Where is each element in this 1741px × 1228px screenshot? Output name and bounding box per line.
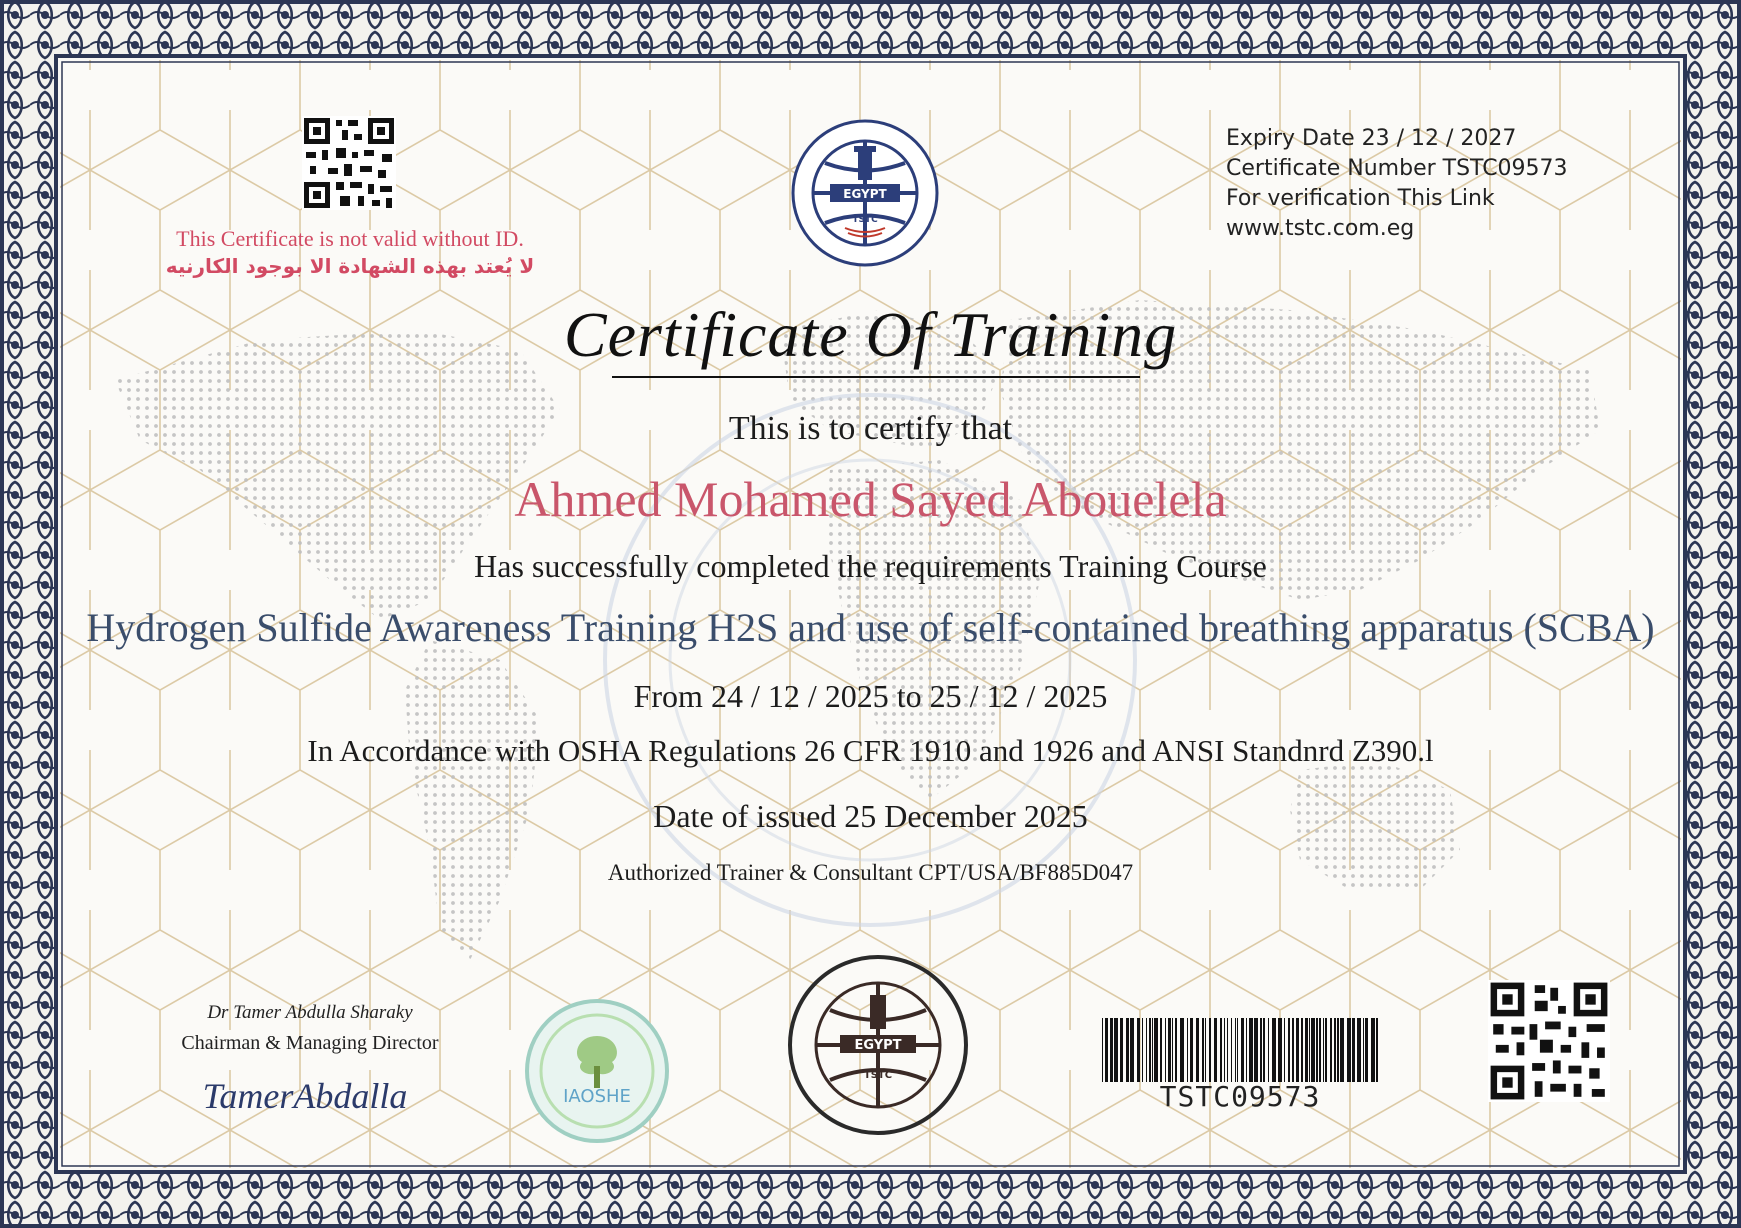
barcode-bar <box>1268 1018 1269 1082</box>
issue-date: Date of issued 25 December 2025 <box>653 798 1088 834</box>
barcode-bar <box>1187 1018 1188 1082</box>
barcode-bar <box>1246 1018 1247 1082</box>
barcode-bar <box>1130 1018 1134 1082</box>
barcode-bar <box>1160 1018 1162 1082</box>
course-name: Hydrogen Sulfide Awareness Training H2S and use of self-contained breathing apparatus (SCBA) <box>86 605 1655 650</box>
barcode-bar <box>1330 1018 1332 1082</box>
barcode-bar <box>1323 1018 1324 1082</box>
tstc-seal-icon <box>770 118 960 268</box>
barcode-bar <box>1172 1018 1173 1082</box>
barcode-bar <box>1168 1018 1171 1082</box>
barcode-bar <box>1340 1018 1344 1082</box>
certificate-title: Certificate Of Training <box>563 299 1178 370</box>
signature: TamerAbdalla <box>202 1076 408 1116</box>
barcode-bar <box>1292 1018 1294 1082</box>
validity-warning-ar: لا يُعتد بهذه الشهادة الا بوجود الكارنيه <box>165 254 535 278</box>
certificate-info-block <box>1226 124 1568 244</box>
iaoshe-logo-icon <box>522 996 672 1146</box>
expiry-date: Expiry Date 23 / 12 / 2027 <box>1226 126 1517 151</box>
barcode-bar <box>1337 1018 1339 1082</box>
barcode-bar <box>1235 1018 1236 1082</box>
recipient-name: Ahmed Mohamed Sayed Abouelela <box>514 471 1227 527</box>
barcode-bar <box>1357 1018 1361 1082</box>
barcode-bar <box>1352 1018 1355 1082</box>
barcode-bar <box>1114 1018 1118 1082</box>
iaoshe-label: IAOSHE <box>563 1086 631 1107</box>
verification-text: For verification This Link <box>1226 186 1495 211</box>
barcode-bar <box>1305 1018 1308 1082</box>
barcode-bar <box>1311 1018 1315 1082</box>
barcode-bar <box>1241 1018 1244 1082</box>
barcode-bar <box>1334 1018 1336 1082</box>
barcode-bar <box>1347 1018 1351 1082</box>
barcode-bar <box>1319 1018 1321 1082</box>
barcode-bar <box>1301 1018 1303 1082</box>
barcode-bar <box>1249 1018 1253 1082</box>
barcode-bar <box>1224 1018 1225 1082</box>
barcode-bar <box>1102 1018 1103 1082</box>
certify-line: This is to certify that <box>728 410 1013 447</box>
barcode-bar <box>1325 1018 1327 1082</box>
barcode-bar <box>1214 1018 1217 1082</box>
certificate-number: Certificate Number TSTC09573 <box>1226 156 1568 181</box>
barcode-bar <box>1263 1018 1265 1082</box>
barcode-bar <box>1202 1018 1204 1082</box>
course-dates: From 24 / 12 / 2025 to 25 / 12 / 2025 <box>633 678 1108 714</box>
barcode-bar <box>1180 1018 1184 1082</box>
barcode-text: TSTC09573 <box>1159 1080 1321 1113</box>
barcode-bar <box>1371 1018 1375 1082</box>
barcode-bar <box>1149 1018 1151 1082</box>
barcode-bar <box>1110 1018 1113 1082</box>
validity-warning-en: This Certificate is not valid without ID. <box>176 226 524 251</box>
barcode-bar <box>1363 1018 1364 1082</box>
barcode-bar <box>1272 1018 1276 1082</box>
barcode-bar <box>1220 1018 1222 1082</box>
barcode-bar <box>1154 1018 1158 1082</box>
barcode-bar <box>1288 1018 1290 1082</box>
barcode-bar <box>1260 1018 1262 1082</box>
trainer-id: Authorized Trainer & Consultant CPT/USA/BF885D047 <box>607 860 1134 885</box>
verification-link[interactable]: www.tstc.com.eg <box>1226 216 1415 241</box>
barcode-bar <box>1175 1018 1177 1082</box>
barcode-bar <box>1376 1018 1378 1082</box>
barcode-bar <box>1231 1018 1232 1082</box>
barcode-icon <box>1100 1018 1384 1082</box>
tstc-stamp-icon <box>778 950 978 1140</box>
barcode-bar <box>1316 1018 1318 1082</box>
title-underline <box>612 376 1140 378</box>
barcode-bar <box>1137 1018 1140 1082</box>
signatory-name: Dr Tamer Abdulla Sharaky <box>207 1002 413 1023</box>
barcode-bar <box>1237 1018 1238 1082</box>
barcode-bar <box>1105 1018 1108 1082</box>
barcode-bar <box>1365 1018 1368 1082</box>
barcode-bar <box>1254 1018 1258 1082</box>
barcode-bar <box>1142 1018 1143 1082</box>
completed-line: Has successfully completed the requirements Training Course <box>474 548 1267 584</box>
barcode-bar <box>1152 1018 1153 1082</box>
barcode-bar <box>1209 1018 1211 1082</box>
barcode-bar <box>1165 1018 1166 1082</box>
seal-abbr: TSTC <box>852 215 878 225</box>
regulations-line: In Accordance with OSHA Regulations 26 CFR 1910 and 1926 and ANSI Standnrd Z390.l <box>307 733 1434 768</box>
barcode-bar <box>1296 1018 1299 1082</box>
barcode-bar <box>1120 1018 1123 1082</box>
qr-code-icon <box>1488 980 1610 1102</box>
barcode-bar <box>1309 1018 1310 1082</box>
barcode-bar <box>1205 1018 1206 1082</box>
barcode-bar <box>1146 1018 1147 1082</box>
signatory-role: Chairman & Managing Director <box>181 1032 439 1054</box>
seal-country: EGYPT <box>843 187 887 201</box>
barcode-bar <box>1227 1018 1228 1082</box>
barcode-bar <box>1278 1018 1282 1082</box>
barcode-bar <box>1196 1018 1199 1082</box>
stamp-abbr: TSTC <box>863 1070 893 1081</box>
barcode-bar <box>1284 1018 1285 1082</box>
stamp-country: EGYPT <box>854 1038 902 1053</box>
barcode-bar <box>1126 1018 1129 1082</box>
barcode-bar <box>1190 1018 1193 1082</box>
qr-code-icon <box>302 116 396 210</box>
